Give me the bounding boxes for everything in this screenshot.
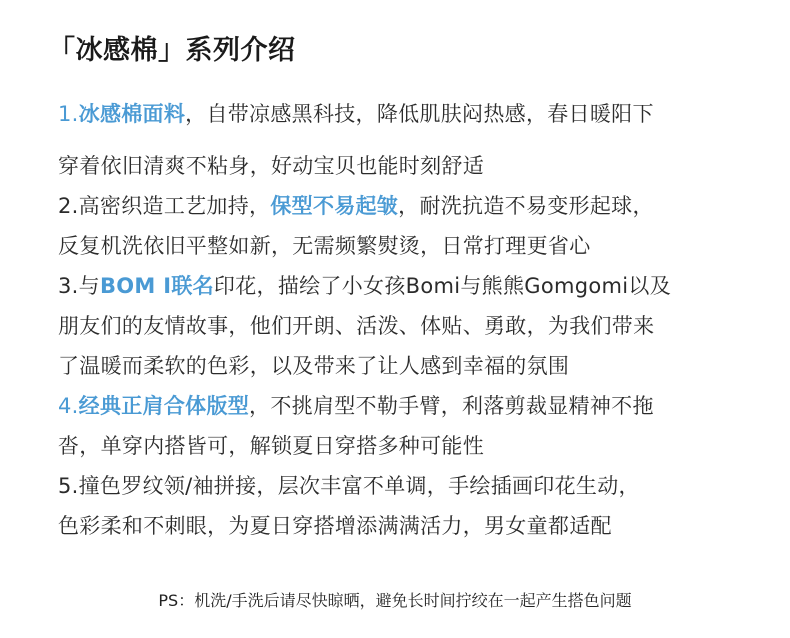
item-3-text-after: 印花，描绘了小女孩Bomi与熊熊Gomgomi以及	[213, 274, 672, 298]
item-4-line-2: 沓，单穿内搭皆可，解锁夏日穿搭多种可能性	[58, 434, 484, 458]
item-3-line-2: 朋友们的友情故事，他们开朗、活泼、体贴、勇敢，为我们带来	[58, 314, 655, 338]
item-2-line-2: 反复机洗依旧平整如新，无需频繁熨烫，日常打理更省心	[58, 234, 591, 258]
item-1-line-1	[58, 98, 654, 128]
page-title: 「冰感棉」系列介绍	[48, 35, 296, 66]
item-4-highlight: 经典正肩合体版型	[78, 394, 250, 418]
item-5-line-1: 5.撞色罗纹领/袖拼接，层次丰富不单调，手绘插画印花生动，	[58, 474, 640, 498]
ps-note: PS：机洗/手洗后请尽快晾晒，避免长时间拧绞在一起产生搭色问题	[158, 591, 632, 610]
item-2-text-after: ，耐洗抗造不易变形起球，	[398, 194, 654, 218]
item-4-number: 4.	[58, 394, 79, 418]
item-2-text-before: 2.高密织造工艺加持，	[58, 194, 271, 218]
item-3-text-before: 3.与	[58, 274, 100, 298]
item-1-number: 1.	[58, 102, 79, 126]
item-1-highlight: 冰感棉面料	[78, 102, 186, 126]
item-4-line-1	[58, 390, 654, 420]
item-5-line-2: 色彩柔和不刺眼，为夏日穿搭增添满满活力，男女童都适配	[58, 514, 612, 538]
item-2-highlight: 保型不易起皱	[270, 194, 399, 218]
item-3-line-1	[58, 270, 671, 300]
item-3-highlight: BOM I联名	[99, 274, 214, 298]
item-3-line-3: 了温暖而柔软的色彩，以及带来了让人感到幸福的氛围	[58, 354, 570, 378]
item-4-text: ，不挑肩型不勒手臂，利落剪裁显精神不拖	[249, 394, 654, 418]
item-1-line-2: 穿着依旧清爽不粘身，好动宝贝也能时刻舒适	[58, 154, 484, 178]
item-2-line-1	[58, 190, 654, 220]
item-1-text: ，自带凉感黑科技，降低肌肤闷热感，春日暖阳下	[185, 102, 654, 126]
